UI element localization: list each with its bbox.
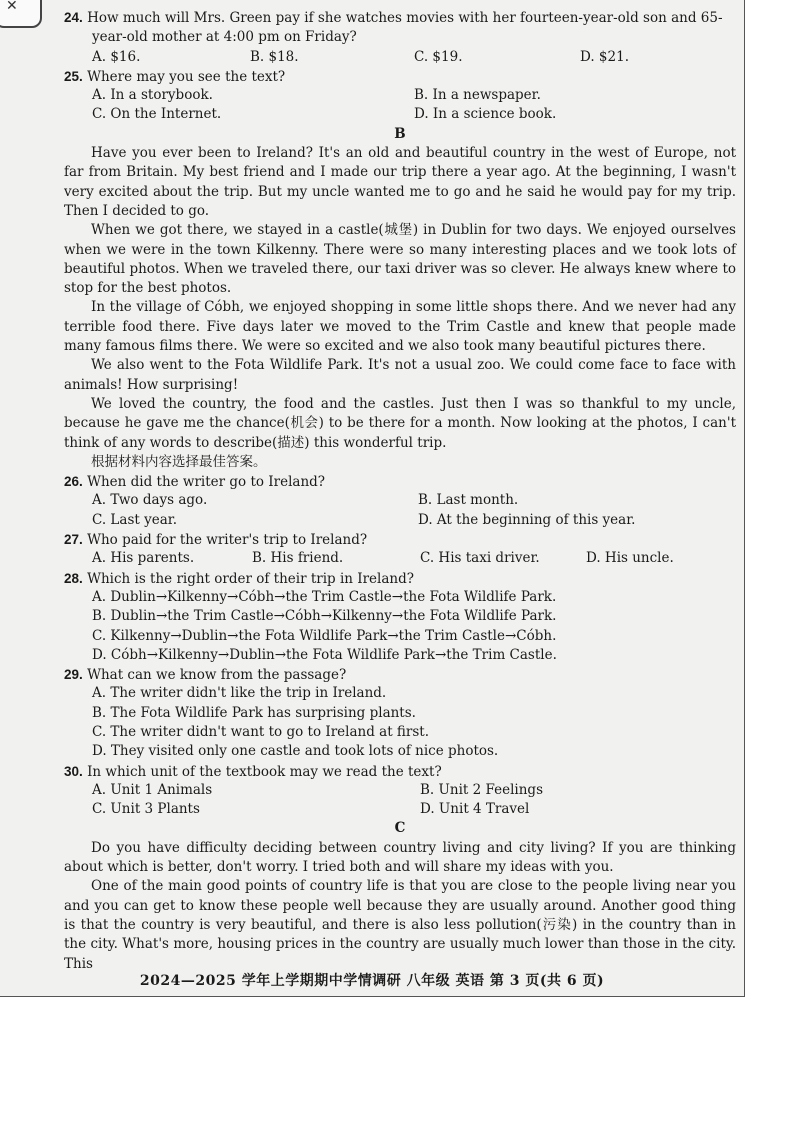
option-a: A. Two days ago.	[92, 492, 208, 509]
option-b: B. His friend.	[252, 550, 344, 567]
passage-paragraph: Have you ever been to Ireland? It's an old and beautiful country in the west of Europe, not far from Britain. My best friend and I made our trip there a year ago. At the beginning, I wasn't very excited about the trip. But my uncle wanted me to go and he said he would pay for my trip. Then I decided to go.	[64, 145, 736, 219]
question-text: In which unit of the textbook may we read the text?	[87, 763, 442, 780]
options-25-row1	[64, 86, 736, 105]
passage-paragraph: We loved the country, the food and the castles. Just then I was so thankful to my uncle, because he gave me the chance(机会) to be there for a month. Now looking at the photos, I can't think of any words to describe(描述) this wonderful trip.	[64, 395, 736, 451]
question-text: Who paid for the writer's trip to Ireland?	[87, 532, 368, 549]
option-a-row	[64, 588, 736, 607]
options-27	[64, 549, 736, 568]
options-25-row2	[64, 105, 736, 124]
option-c-row	[64, 723, 736, 742]
option-d-row	[64, 646, 736, 665]
option-c: C. His taxi driver.	[420, 550, 540, 567]
question-text: Where may you see the text?	[87, 68, 286, 85]
question-number: 24.	[64, 10, 83, 25]
question-28	[64, 569, 736, 588]
question-30	[64, 762, 736, 781]
option-b: B. Dublin→the Trim Castle→Cóbh→Kilkenny→the Fota Wildlife Park.	[92, 608, 557, 625]
question-text: What can we know from the passage?	[87, 667, 347, 684]
option-c: C. Kilkenny→Dublin→the Fota Wildlife Park→the Trim Castle→Cóbh.	[92, 627, 557, 644]
option-c: C. $19.	[414, 48, 463, 65]
passage-paragraph: When we got there, we stayed in a castle(城堡) in Dublin for two days. We enjoyed ourselves when we were in the town Kilkenny. There were so many interesting places and we took lots of beautiful photos. When we traveled there, our taxi driver was so clever. He always knew where to stop for the best photos.	[64, 222, 736, 297]
option-d: D. Cóbh→Kilkenny→Dublin→the Fota Wildlife Park→the Trim Castle.	[92, 646, 557, 663]
option-b: B. In a newspaper.	[414, 87, 541, 104]
section-heading-b: B	[394, 125, 406, 142]
option-a: A. His parents.	[92, 550, 195, 567]
options-24	[64, 48, 736, 67]
question-27	[64, 530, 736, 549]
passage-paragraph: We also went to the Fota Wildlife Park. It's not a usual zoo. We could come face to face with animals! How surprising!	[64, 357, 736, 393]
options-30-row1	[64, 781, 736, 800]
question-number: 28.	[64, 570, 83, 586]
option-b-row	[64, 704, 736, 723]
page-footer: 2024—2025 学年上学期期中学情调研 八年级 英语 第 3 页(共 6 页)	[139, 973, 605, 989]
option-b: B. Last month.	[418, 492, 519, 509]
option-b: B. Unit 2 Feelings	[420, 781, 543, 798]
passage-paragraph: Do you have difficulty deciding between country living and city living? If you are thinking about which is better, don't worry. I tried both and will share my ideas with you.	[64, 839, 736, 876]
option-d: D. They visited only one castle and took lots of nice photos.	[92, 743, 499, 760]
question-number: 26.	[64, 474, 83, 490]
question-24	[64, 8, 736, 48]
options-26-row2	[64, 511, 736, 530]
question-text: How much will Mrs. Green pay if she watches movies with her fourteen-year-old son and 65-year-old mother at 4:00 pm on Friday?	[87, 10, 723, 46]
option-c: C. On the Internet.	[92, 106, 222, 123]
question-29	[64, 665, 736, 684]
option-c: C. Last year.	[92, 511, 178, 528]
passage-paragraph: In the village of Cóbh, we enjoyed shopping in some little shops there. And we never had any terrible food there. Five days later we moved to the Trim Castle and knew that people made many famous films there. We were so excited and we also took many beautiful pictures there.	[64, 299, 736, 355]
question-number: 30.	[64, 763, 83, 779]
option-d-row	[64, 742, 736, 761]
option-a-row	[64, 684, 736, 703]
option-d: D. In a science book.	[414, 106, 557, 123]
question-number: 27.	[64, 532, 83, 548]
option-d: D. His uncle.	[586, 550, 674, 567]
option-d: D. At the beginning of this year.	[418, 511, 636, 528]
option-d: D. Unit 4 Travel	[420, 801, 530, 818]
option-a: A. $16.	[92, 48, 141, 65]
question-number: 29.	[64, 667, 83, 683]
option-b-row	[64, 607, 736, 626]
section-heading-c: C	[394, 820, 406, 837]
close-icon: ✕	[6, 0, 18, 14]
instruction: 根据材料内容选择最佳答案。	[91, 453, 267, 470]
option-d: D. $21.	[580, 48, 629, 65]
question-text: When did the writer go to Ireland?	[87, 474, 326, 491]
option-b: B. The Fota Wildlife Park has surprising plants.	[92, 704, 416, 721]
option-b: B. $18.	[250, 48, 299, 65]
option-a: A. Dublin→Kilkenny→Cóbh→the Trim Castle→the Fota Wildlife Park.	[92, 588, 557, 605]
question-number: 25.	[64, 68, 83, 84]
option-c: C. The writer didn't want to go to Ireland at first.	[92, 723, 430, 740]
option-c-row	[64, 627, 736, 646]
option-a: A. In a storybook.	[92, 87, 213, 104]
options-26-row1	[64, 491, 736, 510]
question-26	[64, 472, 736, 491]
page-content	[64, 8, 736, 974]
option-a: A. Unit 1 Animals	[92, 781, 213, 798]
passage-paragraph: One of the main good points of country life is that you are close to the people living near you and you can get to know these people well because they are usually around. Another good thing is that the country is very beautiful, and there is also less pollution(污染) in the country than in the city. What's more, housing prices in the country are usually much lower than those in the city. This	[64, 878, 736, 972]
question-text: Which is the right order of their trip in Ireland?	[87, 570, 414, 587]
question-25	[64, 67, 736, 86]
option-c: C. Unit 3 Plants	[92, 801, 200, 818]
options-30-row2	[64, 800, 736, 819]
option-a: A. The writer didn't like the trip in Ireland.	[92, 685, 387, 702]
corner-tab-button[interactable]	[0, 0, 42, 28]
